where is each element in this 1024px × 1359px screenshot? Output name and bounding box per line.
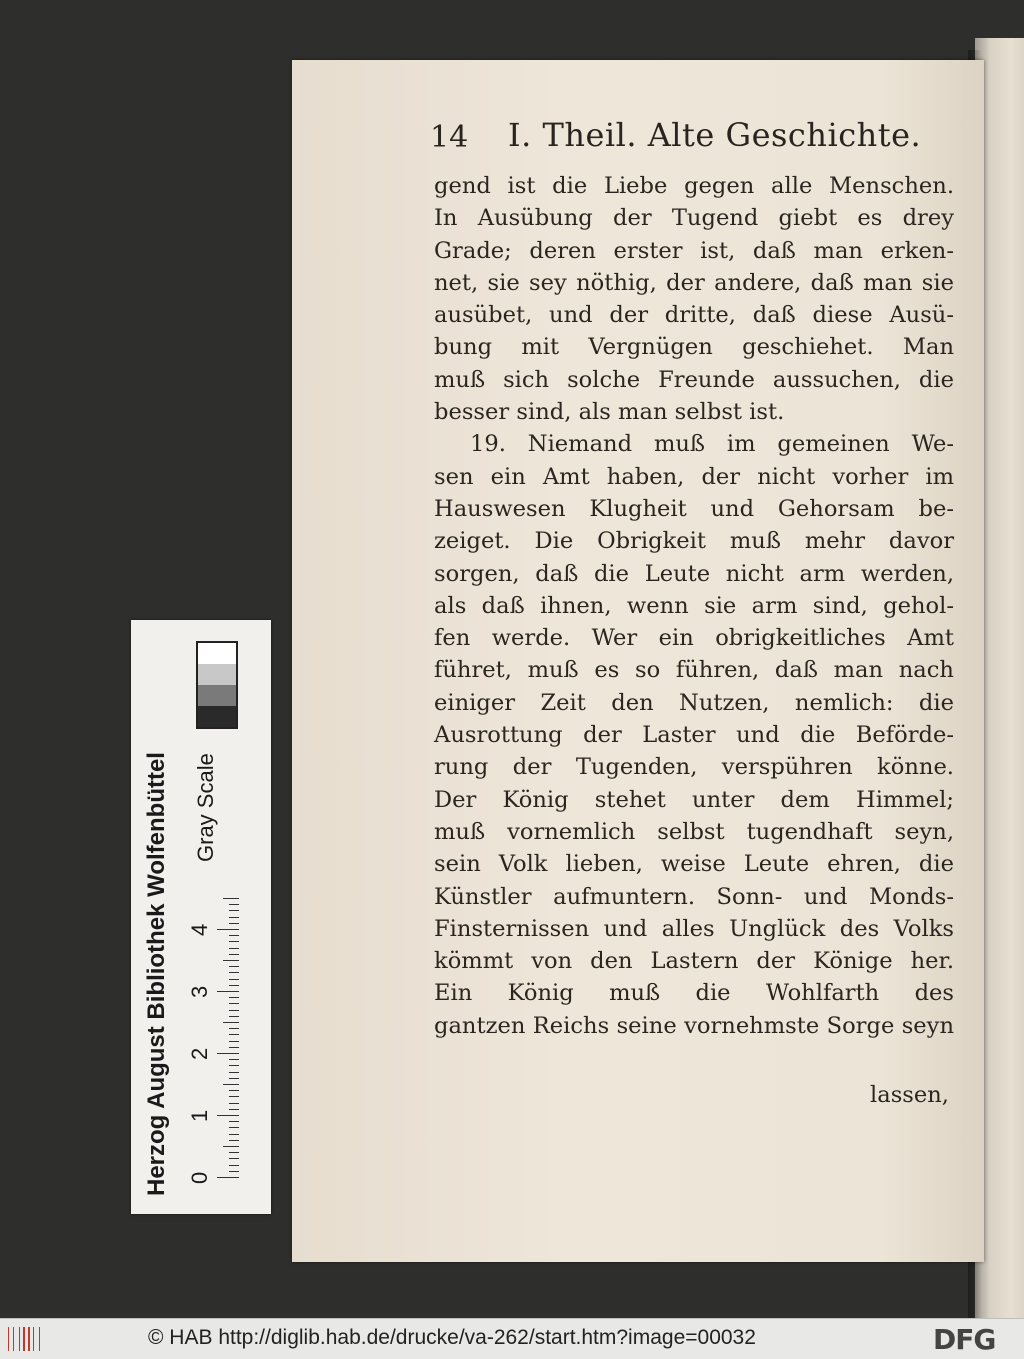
- ruler-tick: [229, 917, 239, 918]
- gray-patch: [198, 664, 236, 685]
- ruler-tick: [229, 1034, 239, 1035]
- ruler-number: 3: [187, 985, 212, 998]
- text-line: sorgen, daß die Leute nicht arm werden,: [434, 560, 954, 587]
- text-line: zeiget. Die Obrigkeit muß mehr davor: [434, 528, 954, 555]
- text-line: kömmt von den Lastern der Könige her.: [434, 948, 954, 975]
- barcode-icon: [6, 1325, 46, 1353]
- ruler-tick: [229, 1047, 239, 1048]
- ruler-tick: [223, 1022, 239, 1023]
- text-line: ausübet, und der dritte, daß diese Ausü-: [434, 302, 954, 329]
- ruler-tick: [229, 910, 239, 911]
- text-line: fen werde. Wer ein obrigkeitliches Amt: [434, 625, 954, 652]
- gray-patch: [198, 706, 236, 727]
- text-line: In Ausübung der Tugend giebt es drey: [434, 205, 954, 232]
- barcode-bar: [23, 1327, 25, 1351]
- text-line: gantzen Reichs seine vornehmste Sorge seyn: [434, 1012, 954, 1039]
- text-line: muß vornemlich selbst tugendhaft seyn,: [434, 818, 954, 845]
- ruler-tick: [229, 941, 239, 942]
- gray-patch: [198, 685, 236, 706]
- text-line: Finsternissen und alles Unglück des Volks: [434, 915, 954, 942]
- ruler-tick: [229, 1165, 239, 1166]
- scale-card-content: [131, 620, 271, 1214]
- barcode-bar: [19, 1327, 20, 1351]
- ruler-tick: [229, 1010, 239, 1011]
- ruler-tick: [229, 1171, 239, 1172]
- ruler-number: 2: [187, 1047, 212, 1060]
- ruler-tick: [229, 1158, 239, 1159]
- ruler-number: 4: [187, 923, 212, 936]
- barcode-bar: [8, 1327, 9, 1351]
- text-line: Hauswesen Klugheit und Gehorsam be-: [434, 495, 954, 522]
- ruler-tick: [229, 954, 239, 955]
- catchword: lassen,: [870, 1082, 949, 1108]
- ruler-tick: [229, 1016, 239, 1017]
- page-number: 14: [430, 120, 469, 155]
- text-line: Ausrottung der Laster und die Beförde-: [434, 722, 954, 749]
- text-line: sein Volk lieben, weise Leute ehren, die: [434, 851, 954, 878]
- ruler-tick: [217, 1053, 239, 1054]
- book-page: [292, 60, 984, 1262]
- ruler-tick: [229, 1121, 239, 1122]
- ruler-tick: [229, 1152, 239, 1153]
- text-line: sen ein Amt haben, der nicht vorher im: [434, 463, 954, 490]
- ruler-tick: [223, 1146, 239, 1147]
- text-line: als daß ihnen, wenn sie arm sind, gehol-: [434, 592, 954, 619]
- ruler-tick: [229, 1041, 239, 1042]
- text-line: net, sie sey nöthig, der andere, daß man sie: [434, 269, 954, 296]
- dfg-logo: DFG: [933, 1323, 996, 1356]
- gray-scale-label: Gray Scale: [193, 753, 218, 862]
- page-header: [430, 112, 950, 166]
- ruler-tick: [229, 1078, 239, 1079]
- ruler-tick: [229, 948, 239, 949]
- ruler-tick: [217, 1177, 239, 1178]
- text-line: Ein König muß die Wohlfarth des: [434, 980, 954, 1007]
- ruler-tick: [229, 997, 239, 998]
- text-line: besser sind, als man selbst ist.: [434, 399, 785, 426]
- ruler-tick: [229, 1059, 239, 1060]
- ruler: [187, 874, 253, 1184]
- ruler-tick: [229, 923, 239, 924]
- ruler-tick: [229, 966, 239, 967]
- text-line: gend ist die Liebe gegen alle Menschen.: [434, 173, 954, 199]
- text-line: einiger Zeit den Nutzen, nemlich: die: [434, 689, 954, 716]
- barcode-bar: [13, 1327, 14, 1351]
- ruler-tick: [229, 1140, 239, 1141]
- text-line: Grade; deren erster ist, daß man erken-: [434, 237, 954, 264]
- ruler-tick: [217, 991, 239, 992]
- ruler-tick: [229, 904, 239, 905]
- barcode-bar: [39, 1327, 40, 1351]
- ruler-tick: [217, 929, 239, 930]
- ruler-tick: [229, 935, 239, 936]
- text-line: führet, muß es so führen, daß man nach: [434, 657, 954, 684]
- ruler-tick: [229, 1109, 239, 1110]
- text-line: muß sich solche Freunde aussuchen, die: [434, 366, 954, 393]
- ruler-tick: [229, 979, 239, 980]
- ruler-tick: [229, 1103, 239, 1104]
- text-line: Der König stehet unter dem Himmel;: [434, 786, 954, 813]
- gray-patch: [198, 643, 236, 664]
- footer-bar: [0, 1318, 1024, 1359]
- running-title: I. Theil. Alte Geschichte.: [508, 116, 922, 154]
- gray-patches: [196, 641, 238, 729]
- ruler-tick: [229, 1096, 239, 1097]
- ruler-tick: [229, 1072, 239, 1073]
- ruler-tick: [229, 1003, 239, 1004]
- ruler-tick: [229, 1127, 239, 1128]
- text-line: bung mit Vergnügen geschiehet. Man: [434, 334, 954, 361]
- barcode-bar: [33, 1327, 34, 1351]
- barcode-bar: [28, 1327, 30, 1351]
- text-line: rung der Tugenden, verspühren könne.: [434, 754, 954, 781]
- institution-name: Herzog August Bibliothek Wolfenbüttel: [143, 752, 170, 1196]
- ruler-tick: [229, 1065, 239, 1066]
- ruler-tick: [229, 1028, 239, 1029]
- text-line: 19. Niemand muß im gemeinen We-: [470, 431, 954, 458]
- ruler-tick: [223, 898, 239, 899]
- ruler-tick: [217, 1115, 239, 1116]
- ruler-number: 0: [187, 1171, 212, 1184]
- ruler-tick: [229, 972, 239, 973]
- ruler-tick: [229, 1134, 239, 1135]
- ruler-number: 1: [187, 1109, 212, 1122]
- copyright-link[interactable]: © HAB http://diglib.hab.de/drucke/va-262/start.htm?image=00032: [148, 1326, 756, 1349]
- page-text: [434, 170, 954, 1042]
- gray-scale-card: [131, 620, 271, 1214]
- text-line: Künstler aufmuntern. Sonn- und Monds-: [434, 883, 954, 910]
- ruler-tick: [223, 960, 239, 961]
- ruler-tick: [229, 1090, 239, 1091]
- ruler-tick: [229, 985, 239, 986]
- ruler-tick: [223, 1084, 239, 1085]
